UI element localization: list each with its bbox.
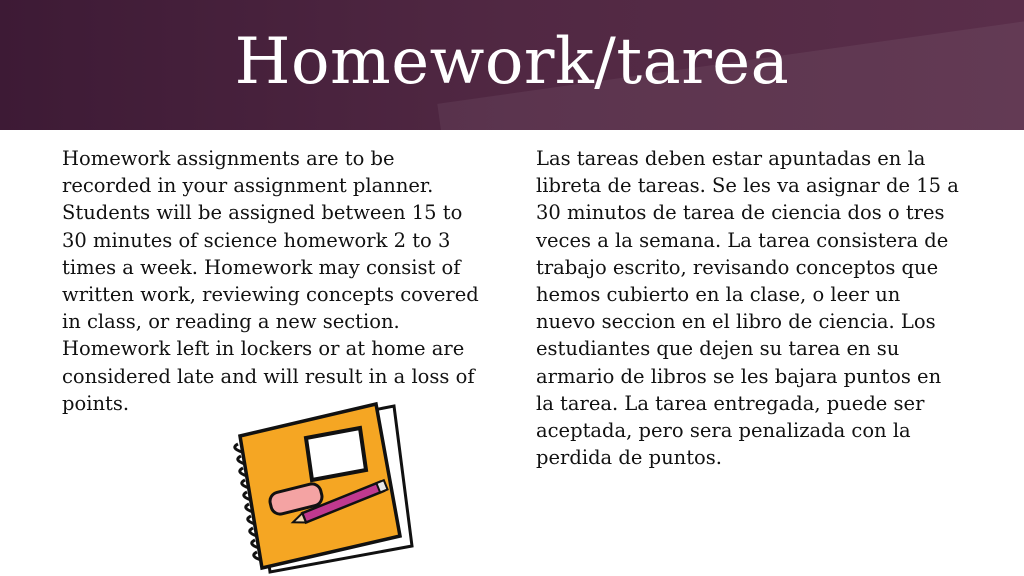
title-bar	[0, 0, 1024, 130]
english-paragraph: Homework assignments are to be recorded in your assignment planner. Students will be assigned between 15 to 30 minutes of science homework 2 to 3 times a week. Homework may consist of written work, reviewing concepts covered in class, or reading a new section. Homework left in lockers or at home are considered late and will result in a loss of points.	[62, 147, 479, 415]
notebook-pencil-icon	[226, 396, 416, 576]
spanish-paragraph: Las tareas deben estar apuntadas en la libreta de tareas. Se les va asignar de 15 a 30 minutos de tarea de ciencia dos o tres veces a la semana. La tarea consistera de trabajo escrito, revisando conceptos que hemos cubierto en la clase, o leer un nuevo seccion en el libro de ciencia. Los estudiantes que dejen su tarea en su armario de libros se les bajara puntos en la tarea. La tarea entregada, puede ser aceptada, pero sera penalizada con la perdida de puntos.	[536, 147, 959, 470]
slide-title: Homework/tarea	[234, 25, 790, 99]
